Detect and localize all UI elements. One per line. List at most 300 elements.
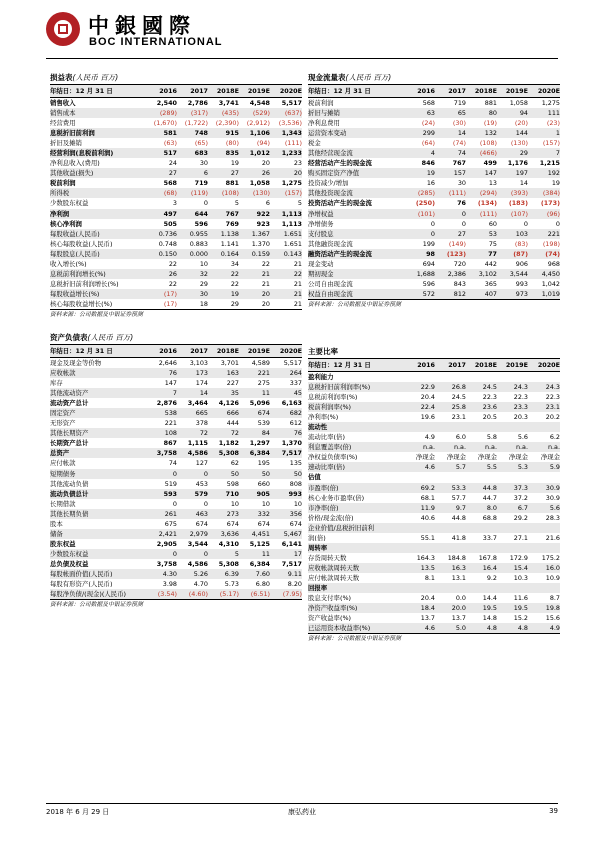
row-value <box>466 422 497 432</box>
row-value: 4.6 <box>406 462 435 472</box>
year-header: 2019E <box>239 85 270 98</box>
row-value: 5,308 <box>218 559 239 568</box>
row-value: 16 <box>426 179 435 188</box>
row-value: 4.6 <box>406 623 435 633</box>
row-value: (64) <box>421 139 435 148</box>
row-value: 76 <box>457 199 466 208</box>
row-value: 4,548 <box>249 99 270 107</box>
row-value: 5.5 <box>466 462 497 472</box>
row-label: 周转率 <box>308 543 406 553</box>
row-value: 923 <box>256 219 270 228</box>
row-value: 21 <box>293 279 302 288</box>
row-value: 675 <box>164 519 177 528</box>
row-value: 9.11 <box>270 569 302 579</box>
row-value: 973 <box>497 289 528 299</box>
row-label: 投资活动产生的现金流 <box>308 199 372 208</box>
row-value: 净现金 <box>446 453 466 462</box>
row-value: 72 <box>208 428 239 438</box>
section-title <box>308 72 560 85</box>
row-value: 20.2 <box>545 413 560 422</box>
row-value: (111) <box>284 139 302 148</box>
row-value: 24.5 <box>451 393 466 402</box>
row-label: 总资产 <box>50 448 148 458</box>
row-value: 28.3 <box>545 513 560 522</box>
row-value: 1,343 <box>270 128 302 138</box>
row-value: 5.0 <box>435 623 466 633</box>
row-value: 20.3 <box>513 413 528 422</box>
row-value: 26 <box>148 269 177 279</box>
row-value: 80 <box>466 108 497 118</box>
row-value: 1,370 <box>281 439 302 448</box>
table-row <box>308 483 560 493</box>
row-value: (173) <box>540 199 560 208</box>
table-row <box>308 249 560 259</box>
row-value <box>497 372 528 383</box>
row-label: 每股有形资产(人民币) <box>50 580 113 589</box>
row-value: 22.4 <box>406 402 435 412</box>
row-label: 净资产收益率(%) <box>308 603 406 613</box>
row-value: 195 <box>257 459 270 468</box>
row-value: 1.138 <box>208 229 239 239</box>
row-value: 365 <box>484 279 497 288</box>
table-row <box>50 128 302 138</box>
row-value: 719 <box>453 99 466 107</box>
row-value: 10 <box>293 499 302 508</box>
row-value: (2,912) <box>246 119 270 128</box>
row-value: 65 <box>435 108 466 118</box>
row-value: 5.8 <box>486 433 497 442</box>
row-value: (87) <box>497 249 528 259</box>
row-value <box>528 372 560 383</box>
table-row <box>50 98 302 109</box>
row-value: 21 <box>293 259 302 268</box>
row-label: 企业价值/息税折旧前利 <box>308 523 406 533</box>
row-value: 5,517 <box>283 359 302 367</box>
row-value: 7.60 <box>239 569 270 579</box>
row-value: 50 <box>208 469 239 479</box>
row-value: 674 <box>289 519 302 528</box>
row-value: 6.39 <box>208 569 239 579</box>
row-value: 6.80 <box>255 580 270 589</box>
row-value: 5,125 <box>249 539 270 548</box>
table-row <box>50 158 302 168</box>
row-value: 27.1 <box>513 533 528 542</box>
row-value: 4,586 <box>187 559 208 568</box>
row-value: 1,106 <box>239 128 270 138</box>
row-label: 股东权益 <box>50 539 76 548</box>
table-row <box>50 289 302 299</box>
row-value: 6,384 <box>249 559 270 568</box>
row-value: 499 <box>483 159 497 168</box>
row-value: 34 <box>230 259 239 268</box>
row-value: 808 <box>289 479 302 488</box>
row-value: 94 <box>497 108 528 118</box>
row-value: 3,103 <box>189 359 208 367</box>
row-value: 5 <box>234 199 239 208</box>
row-value: (289) <box>148 108 177 118</box>
row-value: 37.2 <box>513 493 528 502</box>
row-label: 其他长期资产 <box>50 428 148 438</box>
row-value: (119) <box>177 188 208 198</box>
row-value: 13 <box>488 179 497 188</box>
row-value: 57.7 <box>451 493 466 502</box>
row-value: 3,102 <box>466 269 497 279</box>
table-row <box>50 198 302 208</box>
row-value: (1,722) <box>184 119 208 128</box>
row-value: 881 <box>484 99 497 107</box>
row-value: (63) <box>163 139 177 148</box>
year-header: 2016 <box>148 345 177 358</box>
table-row <box>50 259 302 269</box>
row-value: 3,544 <box>187 539 208 548</box>
key-ratios <box>308 346 560 645</box>
row-value: n.a. <box>466 442 497 452</box>
year-end-label: 年结日：12 月 31 日 <box>308 85 406 98</box>
row-value: 273 <box>208 509 239 519</box>
row-label: 速动比率(倍) <box>308 462 406 472</box>
table-row <box>50 569 302 579</box>
row-value: (23) <box>546 119 560 128</box>
row-value: 4,586 <box>177 448 208 458</box>
row-value: (198) <box>542 239 560 248</box>
row-value: 11.6 <box>513 594 528 603</box>
row-label: 折旧及摊销 <box>50 139 82 148</box>
row-label: 净增权益 <box>308 209 406 219</box>
row-label: 净利息收入(费用) <box>50 159 100 168</box>
row-value: (7.95) <box>270 589 302 599</box>
table-row <box>50 188 302 198</box>
row-label: 其他流动资产 <box>50 388 148 398</box>
table-row <box>50 529 302 539</box>
row-value: 17 <box>270 549 302 559</box>
company-name: 康弘药业 <box>288 808 316 816</box>
row-value: 275 <box>257 379 270 388</box>
row-value: 15.2 <box>513 614 528 623</box>
row-value: 22.3 <box>482 393 497 402</box>
table-row <box>308 442 560 452</box>
row-value <box>406 523 435 533</box>
table-row <box>308 603 560 613</box>
table-row <box>50 418 302 428</box>
row-value: 442 <box>484 259 497 268</box>
row-value: 55.1 <box>420 533 435 542</box>
row-value: 22 <box>168 279 177 288</box>
year-header: 2018E <box>208 345 239 358</box>
row-value: 644 <box>177 209 208 219</box>
row-label: 权益自由现金流 <box>308 289 406 299</box>
row-value: 19.5 <box>497 603 528 613</box>
row-value: 1,176 <box>507 159 528 168</box>
row-value: 6 <box>177 168 208 178</box>
table-row <box>308 128 560 138</box>
row-value: (108) <box>208 188 239 198</box>
year-header: 2016 <box>406 85 435 98</box>
table-row <box>50 219 302 229</box>
row-label: 期初现金 <box>308 269 406 279</box>
row-value: 69.2 <box>406 483 435 493</box>
row-value: 0 <box>430 219 435 228</box>
financial-table <box>308 359 560 633</box>
row-value: 5.6 <box>528 503 560 513</box>
row-value: 26 <box>239 168 270 178</box>
table-row <box>50 448 302 458</box>
table-row <box>50 469 302 479</box>
row-value: 4,451 <box>239 529 270 539</box>
row-label: 投资减少/增加 <box>308 179 349 188</box>
row-value: 0 <box>435 209 466 219</box>
row-value: (108) <box>479 139 497 148</box>
row-value: 22 <box>208 269 239 279</box>
row-value: 45 <box>270 388 302 398</box>
row-value: 10 <box>261 499 270 508</box>
row-value <box>528 472 560 482</box>
table-row <box>308 289 560 299</box>
row-value: (637) <box>270 108 302 118</box>
row-value: 4.9 <box>424 433 435 442</box>
table-row <box>50 299 302 309</box>
row-value: 767 <box>452 159 466 168</box>
row-value: 0 <box>177 549 208 559</box>
balance-sheet <box>50 332 302 611</box>
row-value: 2,876 <box>156 399 177 408</box>
row-value: 769 <box>225 219 239 228</box>
row-value: 20 <box>261 159 270 168</box>
row-label: 流动比率(倍) <box>308 433 345 442</box>
row-value: 14 <box>435 128 466 138</box>
row-value: 3,636 <box>208 529 239 539</box>
row-label: 税前利润 <box>50 179 76 188</box>
table-row <box>50 118 302 128</box>
table-header-row <box>50 85 302 98</box>
row-value <box>497 523 528 533</box>
row-value: n.a. <box>435 442 466 452</box>
row-value: 19 <box>551 179 560 188</box>
row-label: 融资活动产生的现金流 <box>308 249 406 259</box>
table-row <box>50 178 302 188</box>
row-value: 3,758 <box>148 448 177 458</box>
section-unit: (人民币 百万) <box>345 73 392 82</box>
row-value: 0.143 <box>270 249 302 259</box>
row-label: 流动负债总计 <box>50 489 148 499</box>
row-label: 固定资产 <box>50 408 148 418</box>
row-label: 已运用资本收益率(%) <box>308 623 406 633</box>
row-value: 14.4 <box>482 594 497 603</box>
row-value: 净现金 <box>477 453 497 462</box>
row-value: 63 <box>406 108 435 118</box>
row-value: 14 <box>519 179 528 188</box>
table-row <box>50 358 302 369</box>
table-row <box>308 138 560 148</box>
year-header: 2016 <box>406 359 435 372</box>
row-value: 0.955 <box>177 229 208 239</box>
row-value: 21 <box>270 289 302 299</box>
table-row <box>308 98 560 109</box>
row-value <box>497 543 528 553</box>
row-value: 497 <box>148 209 177 219</box>
table-row <box>308 118 560 128</box>
row-value: (17) <box>148 289 177 299</box>
row-value: 23.3 <box>497 402 528 412</box>
row-value: 407 <box>466 289 497 299</box>
row-value: 8.7 <box>549 594 560 603</box>
row-value: 221 <box>164 419 177 428</box>
report-date: 2018 年 6 月 29 日 <box>46 808 110 816</box>
row-value: 144 <box>497 128 528 138</box>
row-value: 111 <box>528 108 560 118</box>
row-label: 存货周转天数 <box>308 553 347 562</box>
row-value: 21 <box>239 269 270 279</box>
row-value: 21 <box>261 279 270 288</box>
row-value: 22.9 <box>406 382 435 392</box>
table-row <box>308 623 560 633</box>
row-label: 核心业务市盈率(倍) <box>308 493 365 502</box>
row-value: 1.651 <box>270 229 302 239</box>
row-value: 11 <box>239 549 270 559</box>
year-header: 2018E <box>208 85 239 98</box>
row-value: 0 <box>461 219 466 228</box>
row-value: 157 <box>435 168 466 178</box>
table-row <box>50 229 302 239</box>
row-value: 净现金 <box>508 453 528 462</box>
row-value: 74 <box>435 148 466 158</box>
table-row <box>308 503 560 513</box>
table-row <box>50 519 302 529</box>
row-label: 应付帐款 <box>50 459 76 468</box>
row-value: 60 <box>488 219 497 228</box>
row-value: 538 <box>148 408 177 418</box>
row-label: 流动性 <box>308 422 406 432</box>
row-value: 3,701 <box>220 359 239 367</box>
row-value: (107) <box>497 209 528 219</box>
row-label: 估值 <box>308 473 321 482</box>
row-value <box>528 583 560 593</box>
row-value: 41.8 <box>451 533 466 542</box>
row-value: 463 <box>177 509 208 519</box>
row-value: 164.3 <box>416 553 435 562</box>
table-row <box>308 583 560 593</box>
row-value: 0 <box>172 499 177 508</box>
row-value: 915 <box>208 128 239 138</box>
footer-rule <box>46 803 558 804</box>
row-value: 10 <box>230 499 239 508</box>
row-value: 44.8 <box>451 513 466 522</box>
row-value: 5.7 <box>435 462 466 472</box>
row-value: (30) <box>452 119 466 128</box>
row-value: 135 <box>289 459 302 468</box>
section-title <box>50 332 302 345</box>
year-header: 2020E <box>270 85 302 98</box>
row-value: 1,012 <box>239 148 270 158</box>
row-value: 27 <box>148 168 177 178</box>
year-header: 2017 <box>435 85 466 98</box>
row-value: 27 <box>435 229 466 239</box>
row-value: 572 <box>406 289 435 299</box>
row-label: 净增债务 <box>308 219 334 228</box>
row-label: 储备 <box>50 529 148 539</box>
row-label: 每股股息(人民币) <box>50 249 148 259</box>
year-header: 2019E <box>239 345 270 358</box>
table-row <box>308 563 560 573</box>
row-value: 19 <box>230 159 239 168</box>
row-label: 其他经营现金流 <box>308 148 406 158</box>
row-value: (5.17) <box>208 589 239 599</box>
row-value: 4 <box>406 148 435 158</box>
row-value: 68.1 <box>420 493 435 502</box>
table-row <box>50 489 302 499</box>
row-value: 4,589 <box>251 359 270 367</box>
row-value: 1.141 <box>220 239 239 248</box>
table-row <box>308 229 560 239</box>
table-row <box>50 499 302 509</box>
row-value: 846 <box>421 159 435 168</box>
row-value: 4.30 <box>148 569 177 579</box>
row-value: 167.8 <box>478 553 497 562</box>
row-label: 无形资产 <box>50 419 76 428</box>
row-value: 993 <box>270 489 302 499</box>
row-value: (294) <box>466 188 497 198</box>
row-value: 7 <box>528 148 560 158</box>
row-value: 0 <box>555 219 560 228</box>
row-value <box>435 583 466 593</box>
row-value: 5.26 <box>177 569 208 579</box>
row-value: (17) <box>163 299 177 308</box>
row-value: 0 <box>203 499 208 508</box>
row-value: 579 <box>177 489 208 499</box>
year-header: 2018E <box>466 359 497 372</box>
row-value: 0 <box>148 469 177 479</box>
row-value: 22 <box>168 259 177 268</box>
row-value: (80) <box>225 139 239 148</box>
row-label: 价格/现金流(倍) <box>308 513 354 522</box>
table-row <box>308 392 560 402</box>
year-header: 2017 <box>177 345 208 358</box>
table-row <box>308 148 560 158</box>
table-row <box>50 368 302 378</box>
row-value: 5.6 <box>517 433 528 442</box>
row-value: 16.4 <box>466 563 497 573</box>
row-value: (2,390) <box>215 119 239 128</box>
row-label: 经营利润(息税前利润) <box>50 148 148 158</box>
table-row <box>50 249 302 259</box>
row-value: 40.6 <box>420 513 435 522</box>
row-label: 资产收益率(%) <box>308 614 352 623</box>
table-row <box>308 593 560 603</box>
row-value: (96) <box>528 209 560 219</box>
row-value: 29.2 <box>513 513 528 522</box>
row-value: 0.748 <box>158 239 177 248</box>
row-value: 6,141 <box>281 539 302 548</box>
row-value: 0 <box>148 549 177 559</box>
boc-emblem-icon <box>46 12 80 46</box>
row-value: 23.1 <box>451 413 466 422</box>
table-row <box>50 539 302 549</box>
row-value: 1.370 <box>251 239 270 248</box>
row-value: 35 <box>208 388 239 398</box>
row-label: 税前利润 <box>308 99 334 107</box>
header-rule <box>46 58 558 59</box>
row-value: 6 <box>265 199 270 208</box>
table-row <box>308 108 560 118</box>
section-unit: (人民币 百万) <box>72 73 119 82</box>
row-value: (19) <box>483 119 497 128</box>
table-row <box>308 168 560 178</box>
row-value: 21 <box>293 299 302 308</box>
row-value: 4.70 <box>193 580 208 589</box>
year-header: 2017 <box>177 85 208 98</box>
row-value: (24) <box>421 119 435 128</box>
row-value: 0 <box>406 229 435 239</box>
row-value: 30.9 <box>528 483 560 493</box>
